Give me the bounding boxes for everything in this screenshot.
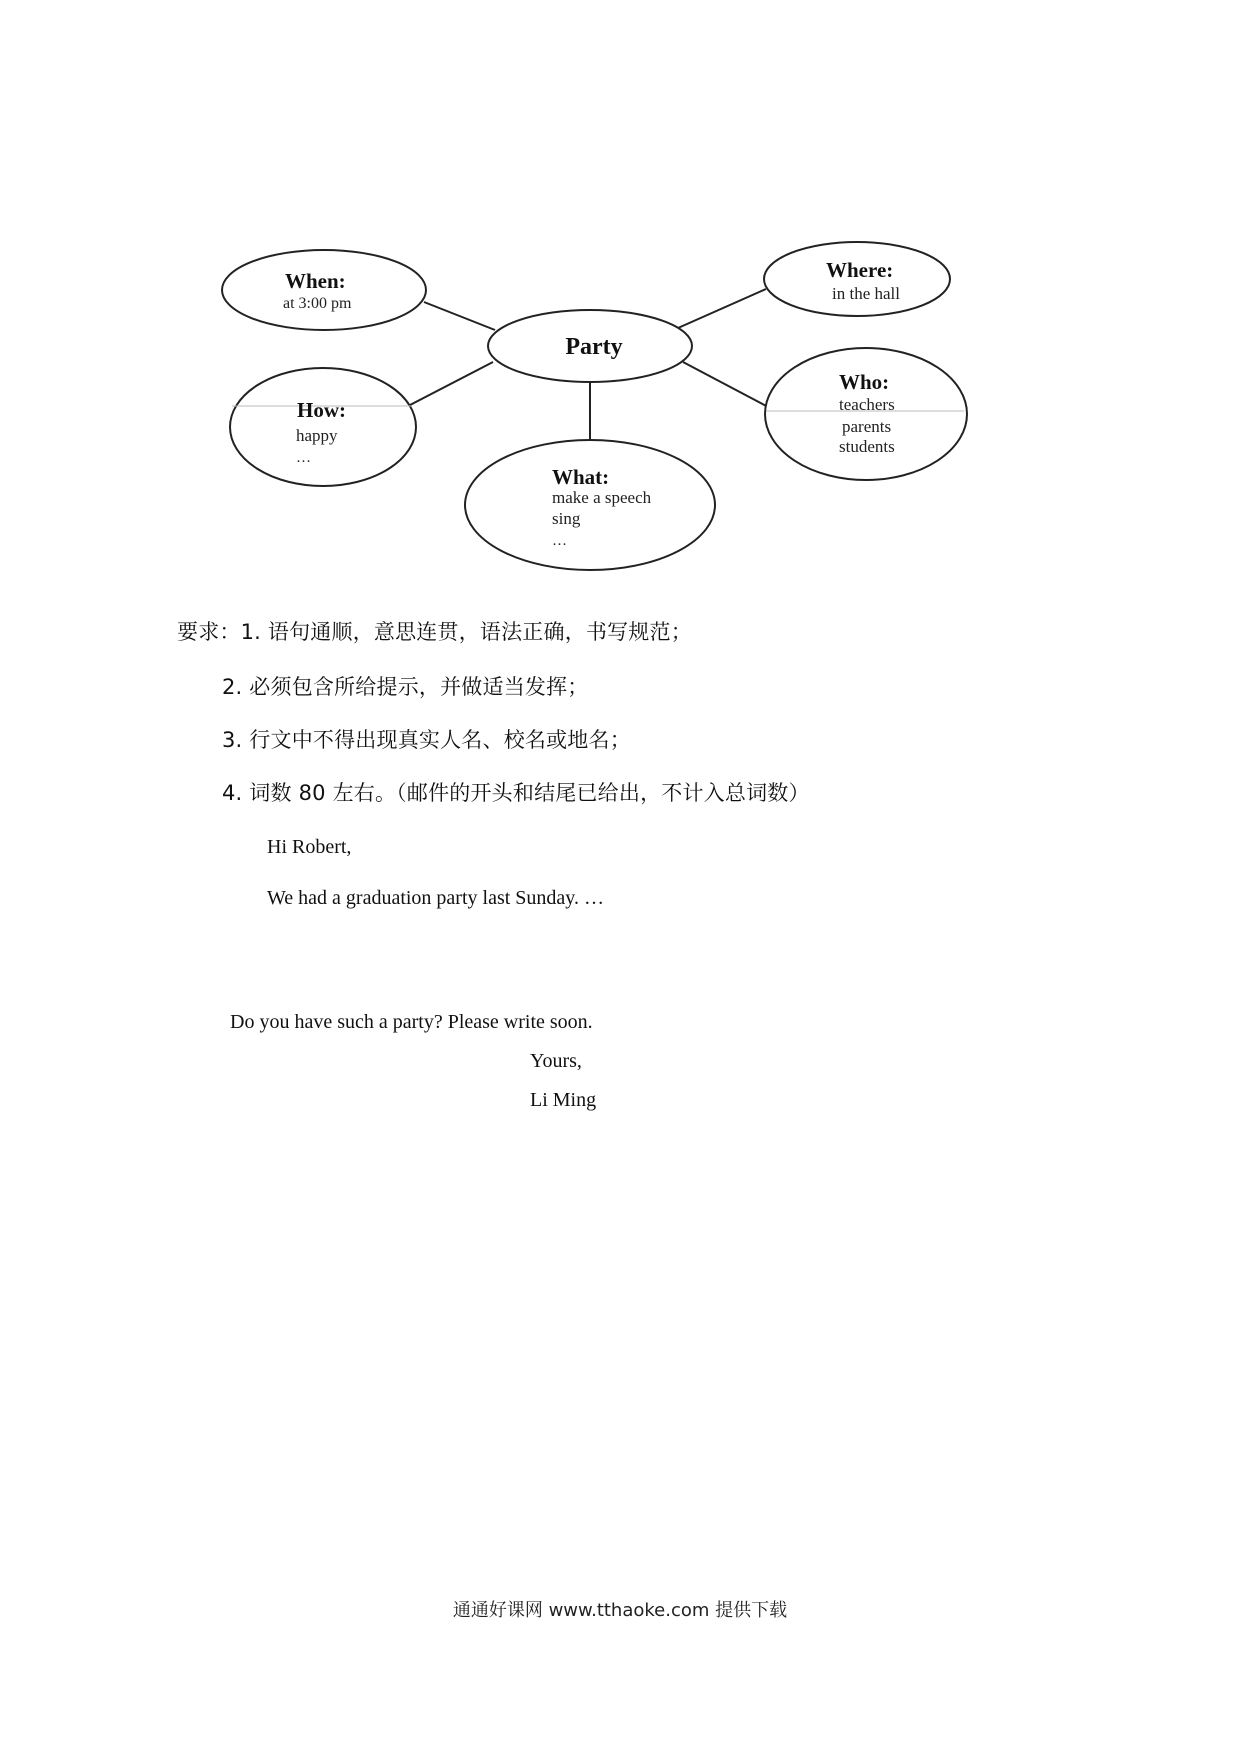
who-line-2: parents (842, 417, 892, 436)
connector-when (424, 302, 495, 330)
connector-how (410, 362, 493, 405)
who-line-3: students (839, 437, 895, 456)
requirement-3: 3. 行文中不得出现真实人名、校名或地名； (222, 728, 631, 752)
letter-signature: Li Ming (530, 1089, 597, 1111)
who-line-1: teachers (839, 395, 895, 414)
requirement-2: 2. 必须包含所给提示，并做适当发挥； (222, 675, 589, 699)
letter-sign-off: Yours, (530, 1050, 582, 1072)
letter-opening: We had a graduation party last Sunday. … (267, 887, 605, 909)
when-line-1: at 3:00 pm (283, 295, 352, 312)
requirement-1: 要求：1. 语句通顺，意思连贯，语法正确，书写规范； (177, 620, 692, 644)
when-title: When: (285, 269, 346, 293)
requirement-4: 4. 词数 80 左右。（邮件的开头和结尾已给出，不计入总词数） (222, 781, 810, 805)
party-mind-map (0, 0, 1240, 600)
what-title: What: (552, 465, 610, 489)
party-center-label: Party (565, 334, 623, 360)
who-title: Who: (839, 370, 890, 394)
what-line-2: sing (552, 509, 581, 528)
what-line-3: … (552, 533, 567, 549)
how-line-1: happy (296, 426, 338, 445)
where-title: Where: (826, 258, 894, 282)
who-bubble (765, 348, 967, 480)
connector-who (683, 362, 770, 408)
letter-closing-question: Do you have such a party? Please write soon. (230, 1011, 593, 1033)
how-title: How: (297, 398, 346, 422)
how-line-2: … (296, 450, 311, 466)
where-line-1: in the hall (832, 284, 900, 303)
letter-greeting: Hi Robert, (267, 836, 352, 858)
connector-where (678, 289, 766, 328)
what-line-1: make a speech (552, 488, 652, 507)
footer-watermark: 通通好课网 www.tthaoke.com 提供下载 (452, 1600, 788, 1621)
